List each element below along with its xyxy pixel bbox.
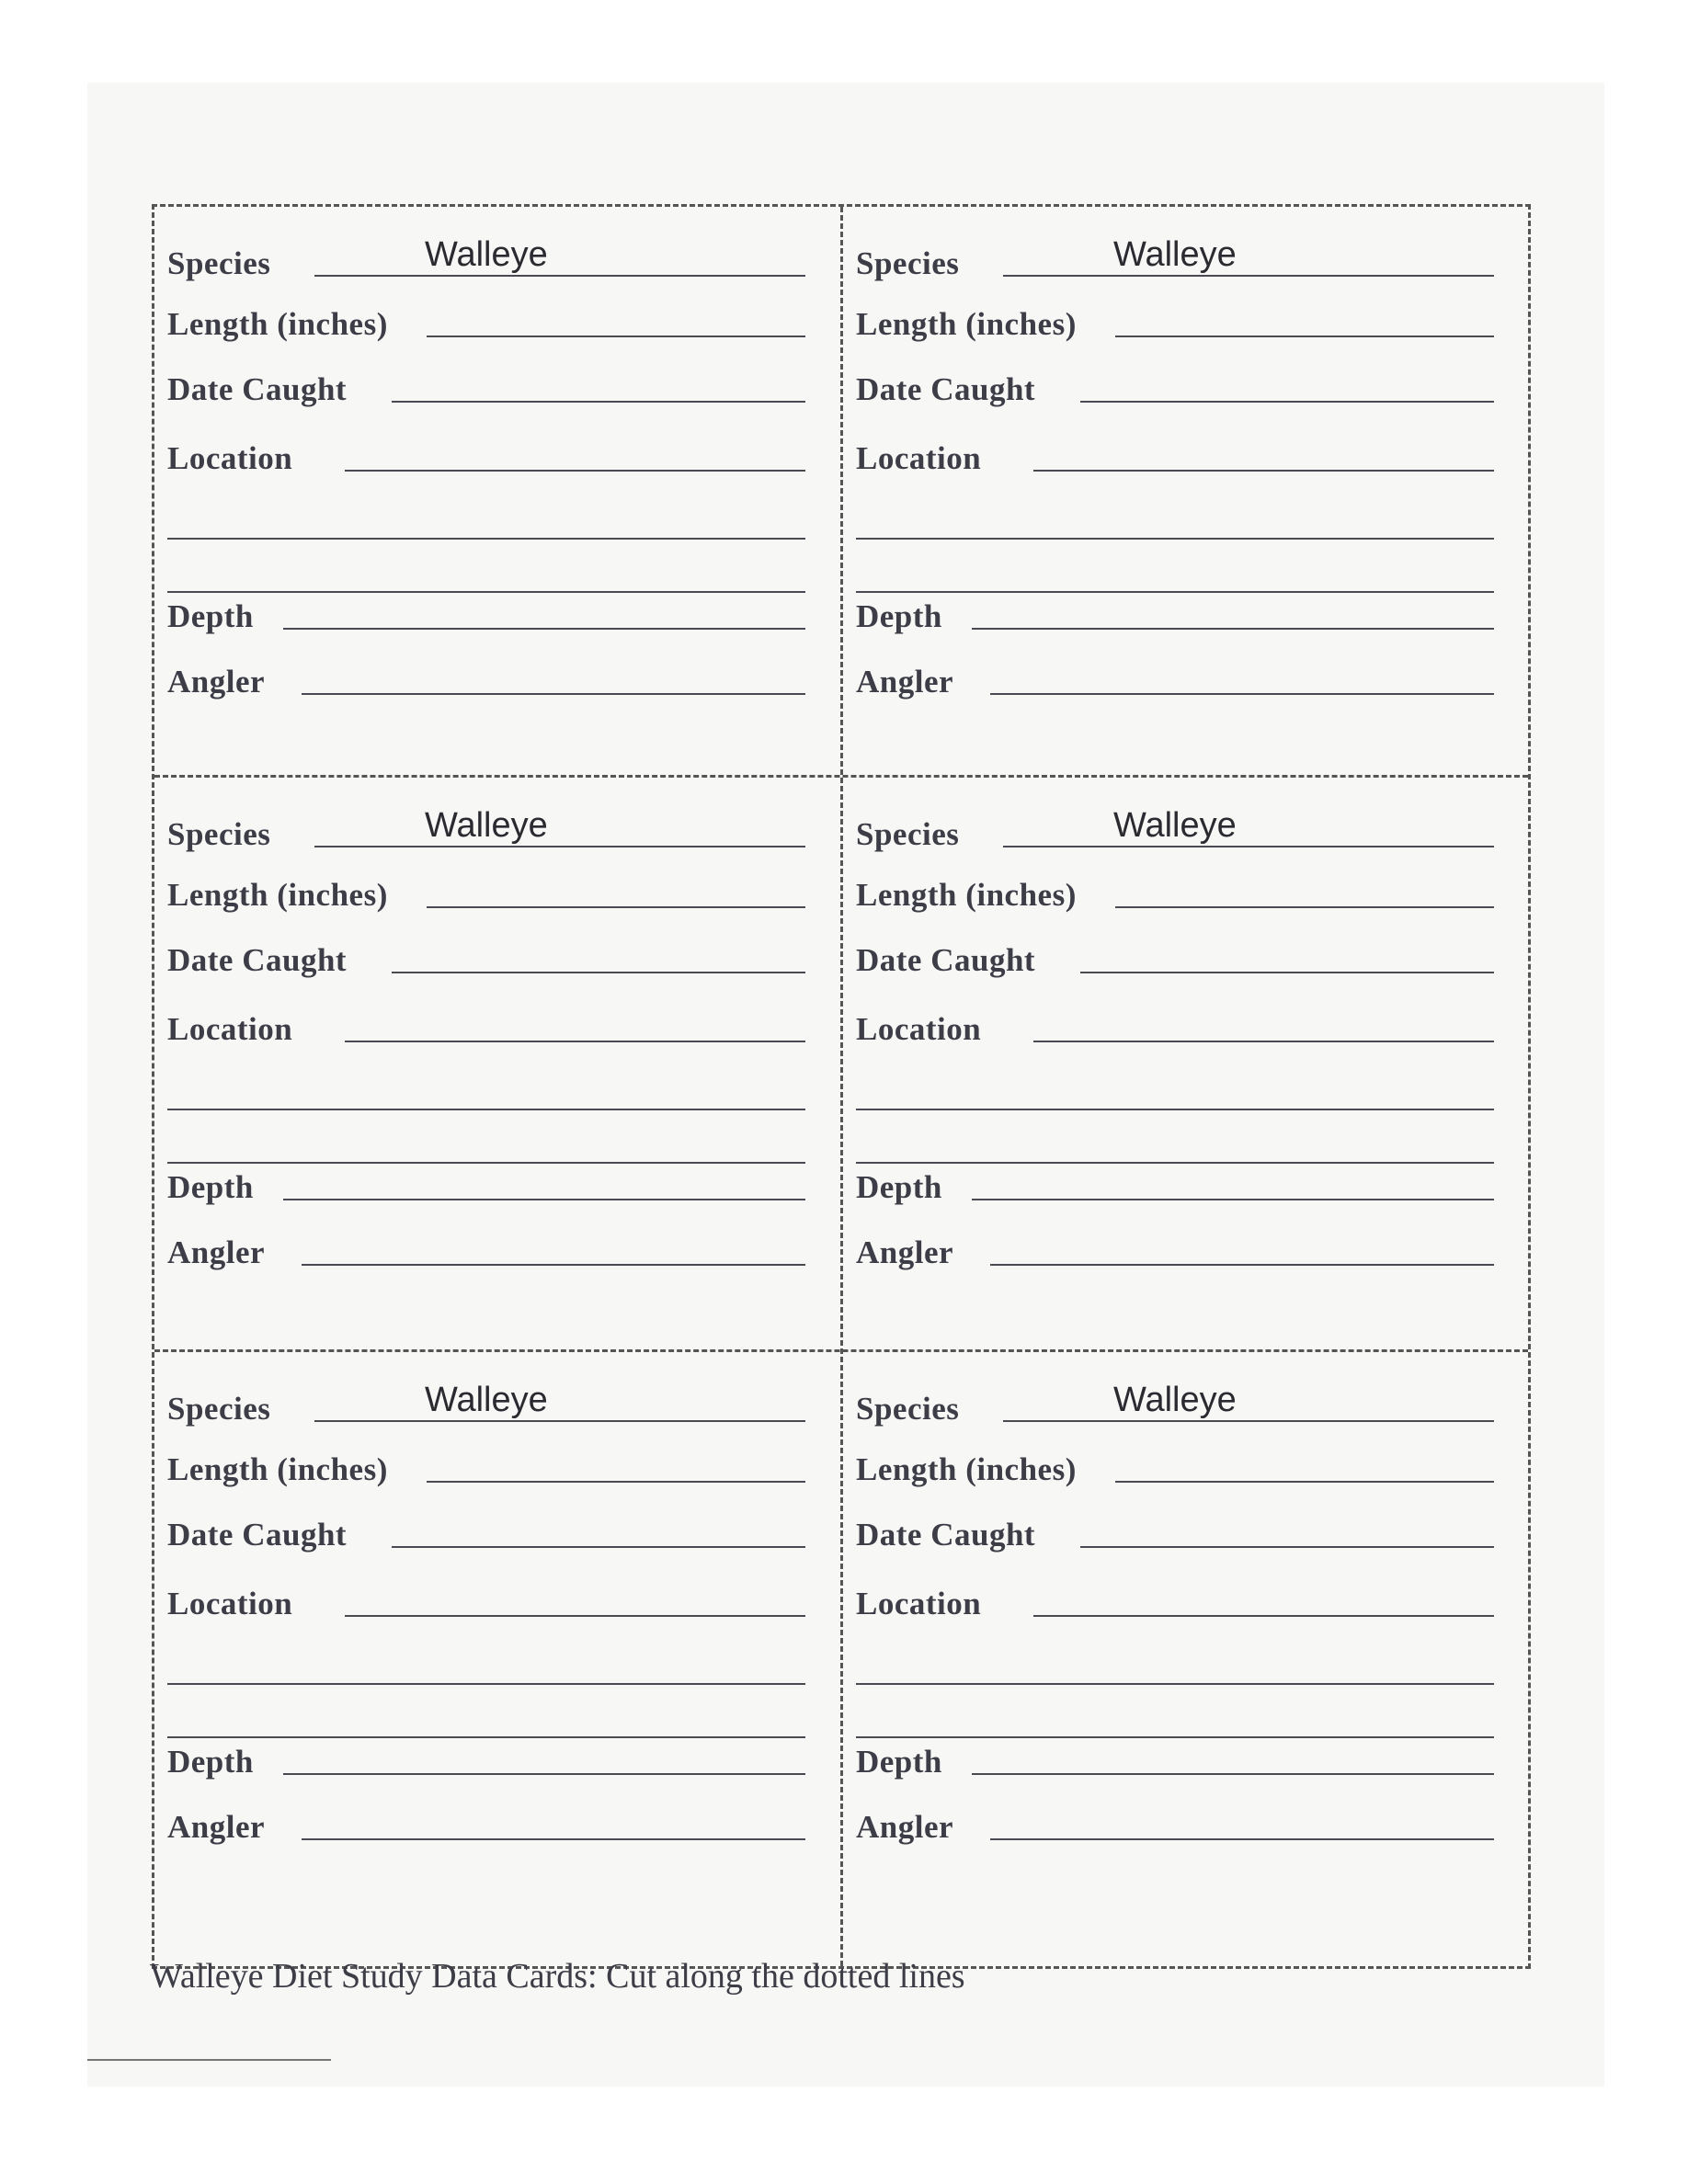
data-card	[154, 1352, 816, 1904]
angler-field	[167, 1233, 805, 1279]
date-line[interactable]	[392, 972, 805, 973]
location-extra-line[interactable]	[167, 1162, 805, 1164]
data-card	[843, 1352, 1505, 1904]
date-label: Date Caught	[856, 371, 1036, 407]
location-field	[856, 438, 1494, 484]
location-extra-line[interactable]	[856, 1109, 1494, 1110]
species-line	[314, 846, 805, 847]
location-extra-line[interactable]	[167, 1109, 805, 1110]
length-field	[856, 875, 1494, 921]
species-line	[1003, 1420, 1494, 1422]
depth-label: Depth	[856, 598, 942, 634]
depth-line[interactable]	[972, 1773, 1494, 1775]
angler-label: Angler	[856, 1809, 954, 1845]
species-field	[856, 806, 1494, 860]
angler-field	[856, 1807, 1494, 1853]
length-line[interactable]	[427, 336, 805, 337]
angler-field	[167, 662, 805, 708]
location-extra-line[interactable]	[856, 591, 1494, 593]
length-label: Length (inches)	[856, 877, 1077, 913]
depth-field	[167, 1167, 805, 1213]
location-extra-line[interactable]	[856, 538, 1494, 540]
date-field	[856, 370, 1494, 415]
length-label: Length (inches)	[856, 306, 1077, 342]
location-line[interactable]	[1033, 470, 1494, 472]
angler-field	[167, 1807, 805, 1853]
depth-label: Depth	[167, 1169, 254, 1205]
date-label: Date Caught	[167, 942, 348, 978]
length-line[interactable]	[427, 1481, 805, 1483]
date-field	[856, 1515, 1494, 1561]
location-line[interactable]	[345, 1615, 805, 1617]
length-line[interactable]	[1115, 1481, 1494, 1483]
date-label: Date Caught	[856, 1517, 1036, 1553]
date-label: Date Caught	[167, 371, 348, 407]
species-label: Species	[856, 245, 960, 281]
date-field	[167, 940, 805, 986]
date-line[interactable]	[1080, 1546, 1494, 1548]
location-field	[167, 1009, 805, 1055]
depth-line[interactable]	[283, 1773, 805, 1775]
location-field	[167, 1584, 805, 1630]
depth-label: Depth	[167, 1744, 254, 1780]
location-extra-line[interactable]	[167, 1736, 805, 1738]
depth-line[interactable]	[972, 628, 1494, 630]
data-card	[154, 207, 816, 758]
length-label: Length (inches)	[856, 1451, 1077, 1487]
location-extra-line[interactable]	[167, 538, 805, 540]
depth-field	[167, 597, 805, 643]
location-extra-line[interactable]	[167, 591, 805, 593]
depth-label: Depth	[856, 1169, 942, 1205]
angler-label: Angler	[856, 664, 954, 700]
location-extra-line[interactable]	[856, 1162, 1494, 1164]
depth-label: Depth	[856, 1744, 942, 1780]
angler-field	[856, 1233, 1494, 1279]
species-value: Walleye	[1113, 806, 1237, 845]
length-line[interactable]	[1115, 906, 1494, 908]
length-field	[856, 304, 1494, 350]
length-field	[856, 1450, 1494, 1496]
date-label: Date Caught	[856, 942, 1036, 978]
angler-label: Angler	[167, 1234, 266, 1270]
location-label: Location	[167, 1586, 293, 1621]
species-line	[314, 1420, 805, 1422]
location-line[interactable]	[1033, 1615, 1494, 1617]
length-label: Length (inches)	[167, 306, 388, 342]
angler-field	[856, 662, 1494, 708]
length-line[interactable]	[427, 906, 805, 908]
angler-line[interactable]	[302, 1264, 805, 1266]
location-label: Location	[856, 1011, 982, 1047]
location-extra-line[interactable]	[856, 1683, 1494, 1685]
length-field	[167, 304, 805, 350]
species-value: Walleye	[1113, 235, 1237, 274]
species-value: Walleye	[1113, 1381, 1237, 1419]
location-field	[856, 1009, 1494, 1055]
angler-label: Angler	[167, 1809, 266, 1845]
length-field	[167, 1450, 805, 1496]
species-value: Walleye	[425, 1381, 548, 1419]
species-value: Walleye	[425, 806, 548, 845]
location-label: Location	[167, 440, 293, 476]
species-label: Species	[167, 245, 271, 281]
depth-line[interactable]	[283, 1199, 805, 1200]
angler-label: Angler	[856, 1234, 954, 1270]
depth-field	[856, 1742, 1494, 1788]
species-label: Species	[167, 1391, 271, 1427]
date-label: Date Caught	[167, 1517, 348, 1553]
species-label: Species	[856, 816, 960, 852]
location-field	[856, 1584, 1494, 1630]
depth-label: Depth	[167, 598, 254, 634]
location-line[interactable]	[345, 470, 805, 472]
date-field	[167, 370, 805, 415]
angler-line[interactable]	[990, 1264, 1494, 1266]
location-line[interactable]	[345, 1041, 805, 1042]
location-field	[167, 438, 805, 484]
angler-line[interactable]	[990, 693, 1494, 695]
species-field	[167, 806, 805, 860]
data-card	[154, 778, 816, 1329]
depth-field	[856, 1167, 1494, 1213]
angler-line[interactable]	[990, 1838, 1494, 1840]
length-line[interactable]	[1115, 336, 1494, 337]
species-field	[856, 235, 1494, 290]
location-label: Location	[856, 440, 982, 476]
data-card	[843, 778, 1505, 1329]
species-value: Walleye	[425, 235, 548, 274]
location-extra-line[interactable]	[167, 1683, 805, 1685]
location-label: Location	[167, 1011, 293, 1047]
species-label: Species	[856, 1391, 960, 1427]
angler-line[interactable]	[302, 1838, 805, 1840]
depth-line[interactable]	[972, 1199, 1494, 1200]
location-line[interactable]	[1033, 1041, 1494, 1042]
date-field	[856, 940, 1494, 986]
species-line	[1003, 846, 1494, 847]
date-field	[167, 1515, 805, 1561]
date-line[interactable]	[1080, 401, 1494, 403]
paper-edge-line	[87, 2059, 331, 2061]
species-field	[167, 235, 805, 290]
depth-field	[167, 1742, 805, 1788]
cut-sheet	[152, 204, 1531, 1969]
date-line[interactable]	[392, 1546, 805, 1548]
species-label: Species	[167, 816, 271, 852]
species-field	[856, 1381, 1494, 1435]
data-card	[843, 207, 1505, 758]
date-line[interactable]	[1080, 972, 1494, 973]
length-label: Length (inches)	[167, 1451, 388, 1487]
species-line	[314, 275, 805, 277]
depth-field	[856, 597, 1494, 643]
location-extra-line[interactable]	[856, 1736, 1494, 1738]
angler-line[interactable]	[302, 693, 805, 695]
length-label: Length (inches)	[167, 877, 388, 913]
location-label: Location	[856, 1586, 982, 1621]
page-caption: Walleye Diet Study Data Cards: Cut along the dotted lines	[150, 1957, 965, 1996]
angler-label: Angler	[167, 664, 266, 700]
date-line[interactable]	[392, 401, 805, 403]
length-field	[167, 875, 805, 921]
species-line	[1003, 275, 1494, 277]
depth-line[interactable]	[283, 628, 805, 630]
species-field	[167, 1381, 805, 1435]
